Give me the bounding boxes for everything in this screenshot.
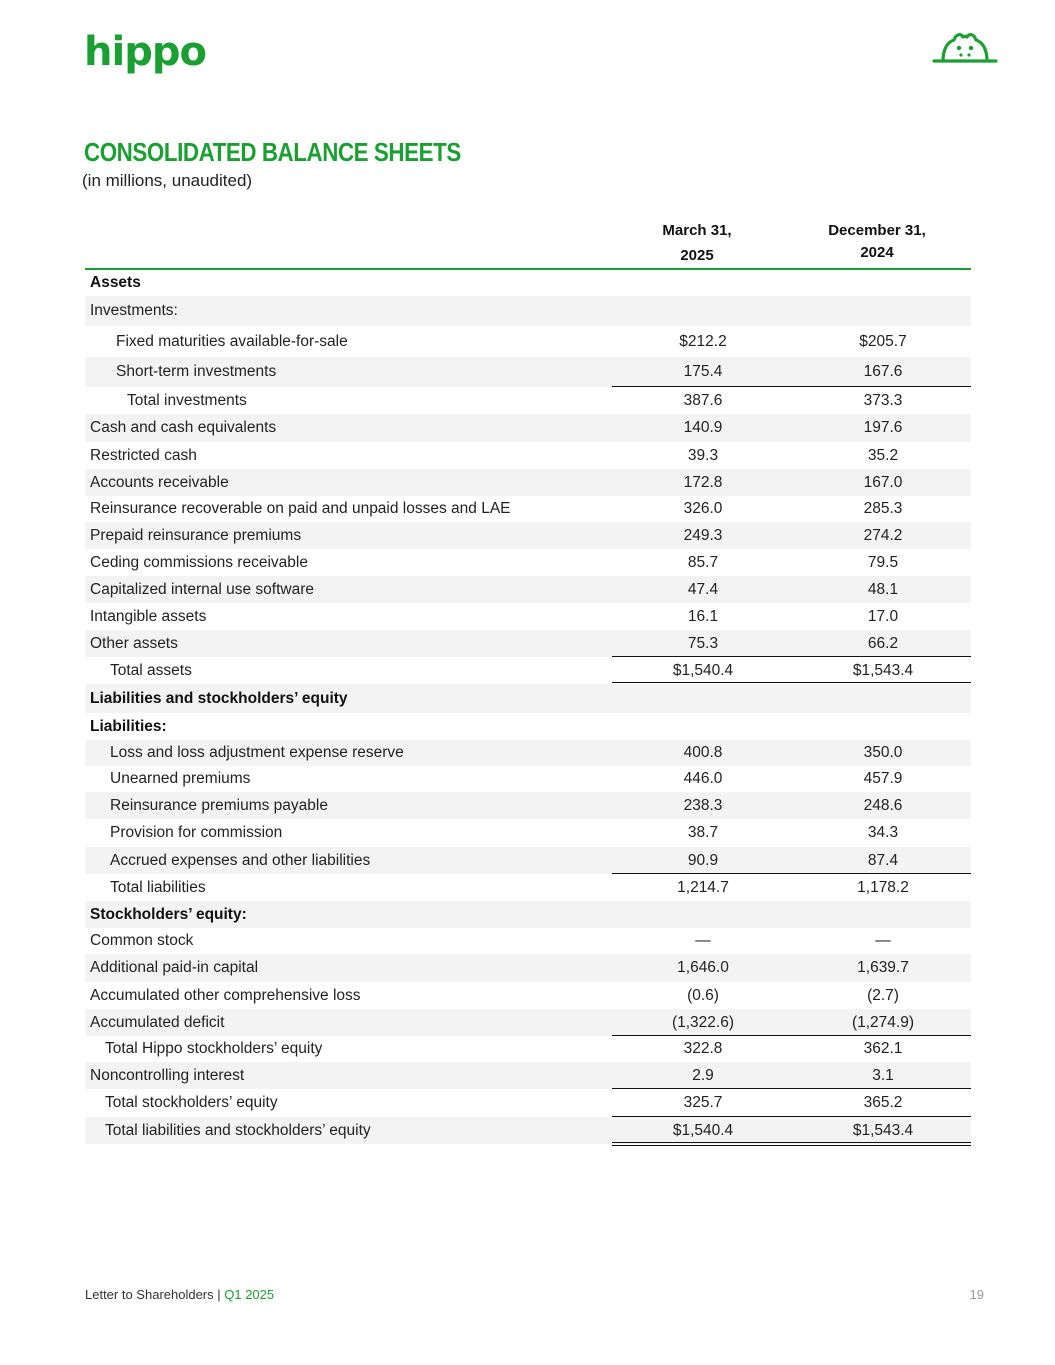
value-march-2025 bbox=[613, 296, 793, 326]
row-label: Accumulated deficit bbox=[90, 1013, 225, 1031]
row-label: Liabilities: bbox=[90, 717, 167, 735]
value-december-2024: 1,639.7 bbox=[857, 959, 909, 976]
value-december-2024: 350.0 bbox=[863, 744, 903, 761]
value-december-2024: 167.6 bbox=[863, 363, 903, 380]
value-march-2025: 249.3 bbox=[683, 526, 723, 544]
page-title: CONSOLIDATED BALANCE SHEETS bbox=[84, 137, 461, 167]
footer-quarter: Q1 2025 bbox=[224, 1287, 275, 1302]
row-label: Restricted cash bbox=[90, 446, 197, 464]
value-december-2024: 285.3 bbox=[863, 500, 903, 517]
row-label: Stockholders’ equity: bbox=[90, 905, 247, 923]
table-row bbox=[85, 766, 971, 792]
column-header-line2: 2024 bbox=[860, 244, 894, 261]
table-row bbox=[85, 442, 971, 469]
page-subtitle: (in millions, unaudited) bbox=[82, 171, 253, 190]
value-december-2024: $205.7 bbox=[859, 332, 907, 350]
value-march-2025: 1,214.7 bbox=[677, 878, 729, 896]
footer-text: Letter to Shareholders | bbox=[85, 1287, 225, 1302]
value-december-2024: 197.6 bbox=[863, 419, 903, 436]
value-march-2025 bbox=[613, 901, 793, 928]
value-march-2025: 140.9 bbox=[683, 419, 723, 436]
table-row bbox=[85, 496, 971, 522]
page-number: 19 bbox=[969, 1287, 984, 1302]
row-label: Ceding commissions receivable bbox=[90, 553, 308, 571]
column-header-line2: 2025 bbox=[680, 247, 714, 264]
table-row bbox=[85, 522, 971, 549]
row-label: Accumulated other comprehensive loss bbox=[90, 986, 361, 1004]
value-december-2024: 87.4 bbox=[867, 851, 899, 869]
value-march-2025: 47.4 bbox=[687, 580, 719, 598]
value-march-2025: $1,540.4 bbox=[672, 1121, 734, 1139]
value-december-2024: — bbox=[875, 932, 891, 949]
value-december-2024 bbox=[793, 713, 973, 740]
table-row bbox=[85, 414, 971, 442]
value-december-2024: 66.2 bbox=[867, 634, 899, 652]
value-march-2025: 75.3 bbox=[687, 634, 719, 652]
value-december-2024: $1,543.4 bbox=[852, 661, 914, 679]
table-row bbox=[85, 982, 971, 1009]
row-label: Reinsurance recoverable on paid and unpaid losses and LAE bbox=[90, 500, 511, 517]
value-march-2025: 2.9 bbox=[692, 1066, 714, 1084]
value-december-2024: (2.7) bbox=[867, 986, 899, 1004]
table-row bbox=[85, 387, 971, 414]
value-march-2025: 175.4 bbox=[683, 363, 723, 380]
table-row bbox=[85, 357, 971, 387]
value-december-2024: 17.0 bbox=[867, 607, 899, 625]
row-label: Common stock bbox=[90, 932, 194, 949]
table-row bbox=[85, 713, 971, 740]
row-label: Short-term investments bbox=[116, 363, 277, 380]
row-label: Total assets bbox=[110, 661, 192, 679]
column-header-december-2024 bbox=[787, 220, 967, 264]
value-december-2024: 365.2 bbox=[863, 1094, 903, 1111]
row-label: Investments: bbox=[90, 302, 178, 319]
table-row bbox=[85, 657, 971, 684]
value-march-2025: 326.0 bbox=[683, 500, 723, 517]
row-label: Other assets bbox=[90, 634, 178, 652]
table-row bbox=[85, 576, 971, 603]
value-march-2025: — bbox=[695, 932, 711, 949]
table-row bbox=[85, 819, 971, 847]
table-row bbox=[85, 740, 971, 766]
row-label: Intangible assets bbox=[90, 607, 207, 625]
value-march-2025: 38.7 bbox=[687, 824, 719, 841]
column-header-line1: March 31, bbox=[662, 222, 732, 239]
table-row bbox=[85, 874, 971, 901]
value-march-2025: 446.0 bbox=[683, 770, 723, 787]
table-row bbox=[85, 1062, 971, 1089]
table-row bbox=[85, 928, 971, 954]
value-march-2025: (0.6) bbox=[687, 986, 719, 1004]
value-march-2025: 172.8 bbox=[683, 473, 723, 491]
value-december-2024 bbox=[793, 684, 973, 713]
value-december-2024: 274.2 bbox=[863, 526, 903, 544]
value-december-2024 bbox=[793, 901, 973, 928]
value-march-2025: (1,322.6) bbox=[671, 1013, 735, 1031]
value-march-2025: 90.9 bbox=[687, 851, 719, 869]
table-row bbox=[85, 270, 971, 296]
value-march-2025 bbox=[613, 713, 793, 740]
value-march-2025: $1,540.4 bbox=[672, 661, 734, 679]
value-december-2024: (1,274.9) bbox=[851, 1013, 915, 1031]
value-december-2024: 1,178.2 bbox=[857, 878, 909, 896]
value-march-2025: 322.8 bbox=[683, 1040, 723, 1057]
column-header-march-2025 bbox=[607, 220, 787, 267]
row-label: Liabilities and stockholders’ equity bbox=[90, 689, 348, 707]
row-label: Accounts receivable bbox=[90, 473, 229, 491]
table-row bbox=[85, 792, 971, 819]
footer bbox=[85, 1287, 274, 1302]
value-march-2025 bbox=[613, 684, 793, 713]
value-december-2024: 362.1 bbox=[863, 1040, 903, 1057]
value-march-2025: 16.1 bbox=[687, 607, 719, 625]
hippo-head-icon bbox=[930, 28, 1000, 66]
value-december-2024: $1,543.4 bbox=[852, 1121, 914, 1139]
value-march-2025: 85.7 bbox=[687, 553, 719, 571]
row-label: Reinsurance premiums payable bbox=[110, 796, 328, 814]
row-label: Cash and cash equivalents bbox=[90, 419, 277, 436]
value-march-2025: 400.8 bbox=[683, 744, 723, 761]
value-december-2024: 3.1 bbox=[872, 1066, 894, 1084]
value-march-2025: 39.3 bbox=[687, 446, 719, 464]
value-december-2024: 457.9 bbox=[863, 770, 903, 787]
table-row bbox=[85, 1036, 971, 1062]
value-march-2025 bbox=[613, 270, 793, 296]
row-label: Assets bbox=[90, 274, 141, 291]
row-label: Prepaid reinsurance premiums bbox=[90, 526, 302, 544]
row-label: Total liabilities and stockholders’ equity bbox=[105, 1121, 371, 1139]
row-label: Total investments bbox=[127, 391, 247, 409]
table-row bbox=[85, 549, 971, 576]
column-header-line1: December 31, bbox=[828, 222, 926, 239]
value-december-2024 bbox=[793, 296, 973, 326]
value-december-2024: 167.0 bbox=[863, 473, 903, 491]
value-december-2024: 48.1 bbox=[867, 580, 899, 598]
table-row bbox=[85, 1009, 971, 1036]
value-march-2025: 238.3 bbox=[683, 796, 723, 814]
table-row bbox=[85, 630, 971, 657]
row-label: Total Hippo stockholders’ equity bbox=[105, 1040, 323, 1057]
table-row bbox=[85, 326, 971, 357]
total-double-underline bbox=[612, 1142, 971, 1146]
table-row bbox=[85, 954, 971, 982]
row-label: Noncontrolling interest bbox=[90, 1066, 245, 1084]
table-row bbox=[85, 603, 971, 630]
table-row bbox=[85, 847, 971, 874]
row-label: Unearned premiums bbox=[110, 770, 251, 787]
value-december-2024: 248.6 bbox=[863, 796, 903, 814]
row-label: Total liabilities bbox=[110, 878, 206, 896]
table-row bbox=[85, 469, 971, 496]
row-label: Loss and loss adjustment expense reserve bbox=[110, 744, 404, 761]
row-label: Total stockholders’ equity bbox=[105, 1094, 278, 1111]
value-march-2025: $212.2 bbox=[679, 332, 727, 350]
row-label: Provision for commission bbox=[110, 824, 283, 841]
row-label: Capitalized internal use software bbox=[90, 580, 315, 598]
row-label: Accrued expenses and other liabilities bbox=[110, 851, 371, 869]
table-row bbox=[85, 296, 971, 326]
value-march-2025: 387.6 bbox=[683, 391, 723, 409]
value-december-2024 bbox=[793, 270, 973, 296]
value-march-2025: 325.7 bbox=[683, 1094, 723, 1111]
table-row bbox=[85, 1089, 971, 1117]
hippo-logo: hippo bbox=[84, 29, 206, 75]
value-december-2024: 34.3 bbox=[867, 824, 899, 841]
table-row bbox=[85, 901, 971, 928]
value-december-2024: 79.5 bbox=[867, 553, 899, 571]
table-row bbox=[85, 684, 971, 713]
table-row bbox=[85, 1117, 971, 1144]
value-december-2024: 373.3 bbox=[863, 391, 903, 409]
row-label: Additional paid-in capital bbox=[90, 959, 259, 976]
value-march-2025: 1,646.0 bbox=[677, 959, 729, 976]
value-december-2024: 35.2 bbox=[867, 446, 899, 464]
row-label: Fixed maturities available-for-sale bbox=[116, 332, 348, 350]
